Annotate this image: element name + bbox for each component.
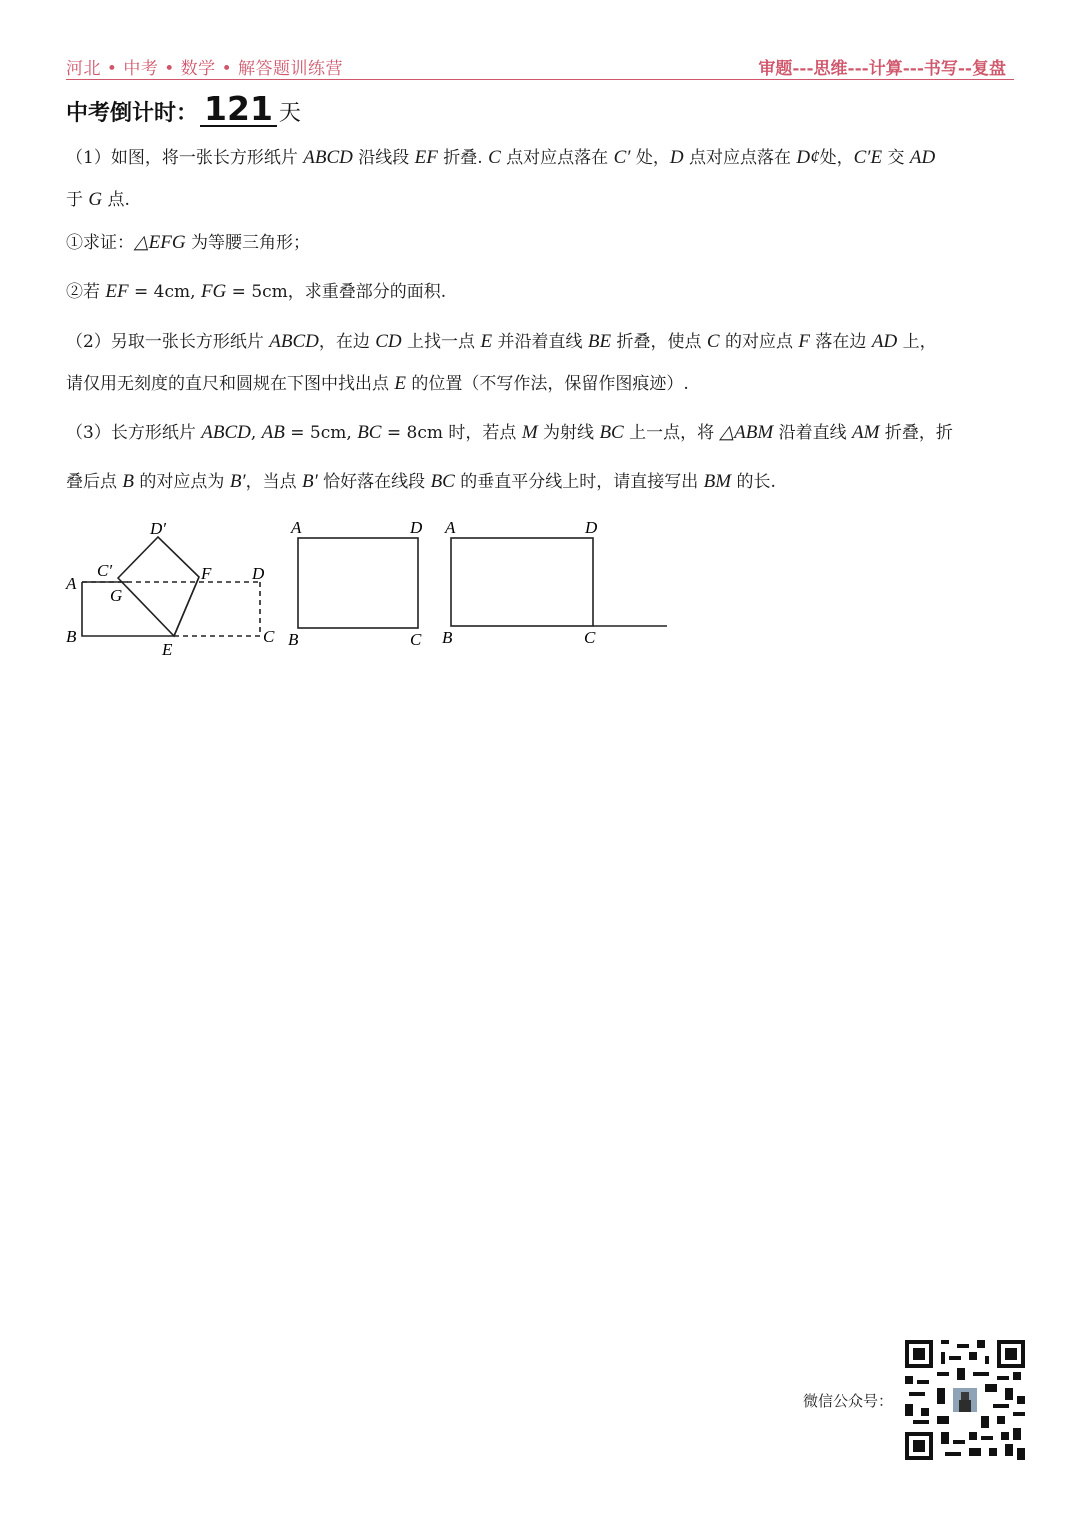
fig1-folded-part (118, 537, 199, 636)
q1-subquestion-2: ②若 EF = 4cm, FG = 5cm，求重叠部分的面积. (66, 281, 447, 302)
figure-3-rectangle-with-ray (442, 518, 667, 647)
fig3-label-C: C (584, 628, 596, 647)
fig2-label-D: D (410, 518, 423, 537)
fig2-label-B: B (288, 630, 299, 649)
header-series-title: 河北 • 中考 • 数学 • 解答题训练营 (66, 59, 344, 79)
fig3-label-B: B (442, 628, 453, 647)
countdown (66, 89, 301, 128)
qr-code-icon (905, 1340, 1025, 1460)
fig3-label-D: D (585, 518, 598, 537)
fig3-label-A: A (445, 518, 456, 537)
header-divider (66, 79, 1014, 80)
countdown-number: 121 (200, 92, 277, 127)
fig1-label-Dprime: D′ (150, 519, 166, 538)
q1-line1: （1）如图，将一张长方形纸片 ABCD 沿线段 EF 折叠. C 点对应点落在 C′ 处，D 点对应点落在 D¢处，C′E 交 AD (66, 147, 936, 168)
fig1-label-Cprime: C′ (97, 561, 113, 580)
countdown-prefix: 中考倒计时： (66, 100, 199, 126)
figure-1-folded-rectangle (82, 537, 260, 636)
q3-line1: （3）长方形纸片 ABCD, AB = 5cm, BC = 8cm 时，若点 M 为射线 BC 上一点，将 △ABM 沿着直线 AM 折叠，折 (66, 422, 953, 443)
fig1-fold-line-EF (174, 577, 199, 636)
geometry-figures (60, 512, 680, 662)
fig3-rectangle (451, 538, 593, 626)
header-motto: 审题---思维---计算---书写--复盘 (758, 59, 1006, 79)
q1-subquestion-1: ①求证：△EFG 为等腰三角形； (66, 232, 310, 253)
figure-1-labels (65, 519, 275, 659)
fig1-label-D: D (252, 564, 265, 583)
fig2-label-A: A (291, 518, 302, 537)
fig1-label-C: C (263, 627, 275, 646)
fig2-rectangle (298, 538, 418, 628)
fig1-label-A: A (66, 574, 77, 593)
fig1-label-B: B (66, 627, 77, 646)
q3-line2: 叠后点 B 的对应点为 B′，当点 B′ 恰好落在线段 BC 的垂直平分线上时，请直接写出 BM 的长. (66, 471, 776, 492)
fig1-label-F: F (201, 564, 212, 583)
countdown-unit: 天 (278, 101, 301, 126)
fig2-label-C: C (410, 630, 422, 649)
wechat-label: 微信公众号： (803, 1392, 894, 1410)
q2-line1: （2）另取一张长方形纸片 ABCD，在边 CD 上找一点 E 并沿着直线 BE 折叠，使点 C 的对应点 F 落在边 AD 上， (66, 331, 937, 352)
fig1-label-E: E (162, 640, 173, 659)
fig1-label-G: G (110, 586, 123, 605)
fig1-left-bottom-edges (82, 582, 174, 636)
q2-line2: 请仅用无刻度的直尺和圆规在下图中找出点 E 的位置（不写作法，保留作图痕迹）. (66, 373, 689, 394)
figure-2-rectangle (288, 518, 423, 649)
q1-line2: 于 G 点. (66, 189, 130, 210)
